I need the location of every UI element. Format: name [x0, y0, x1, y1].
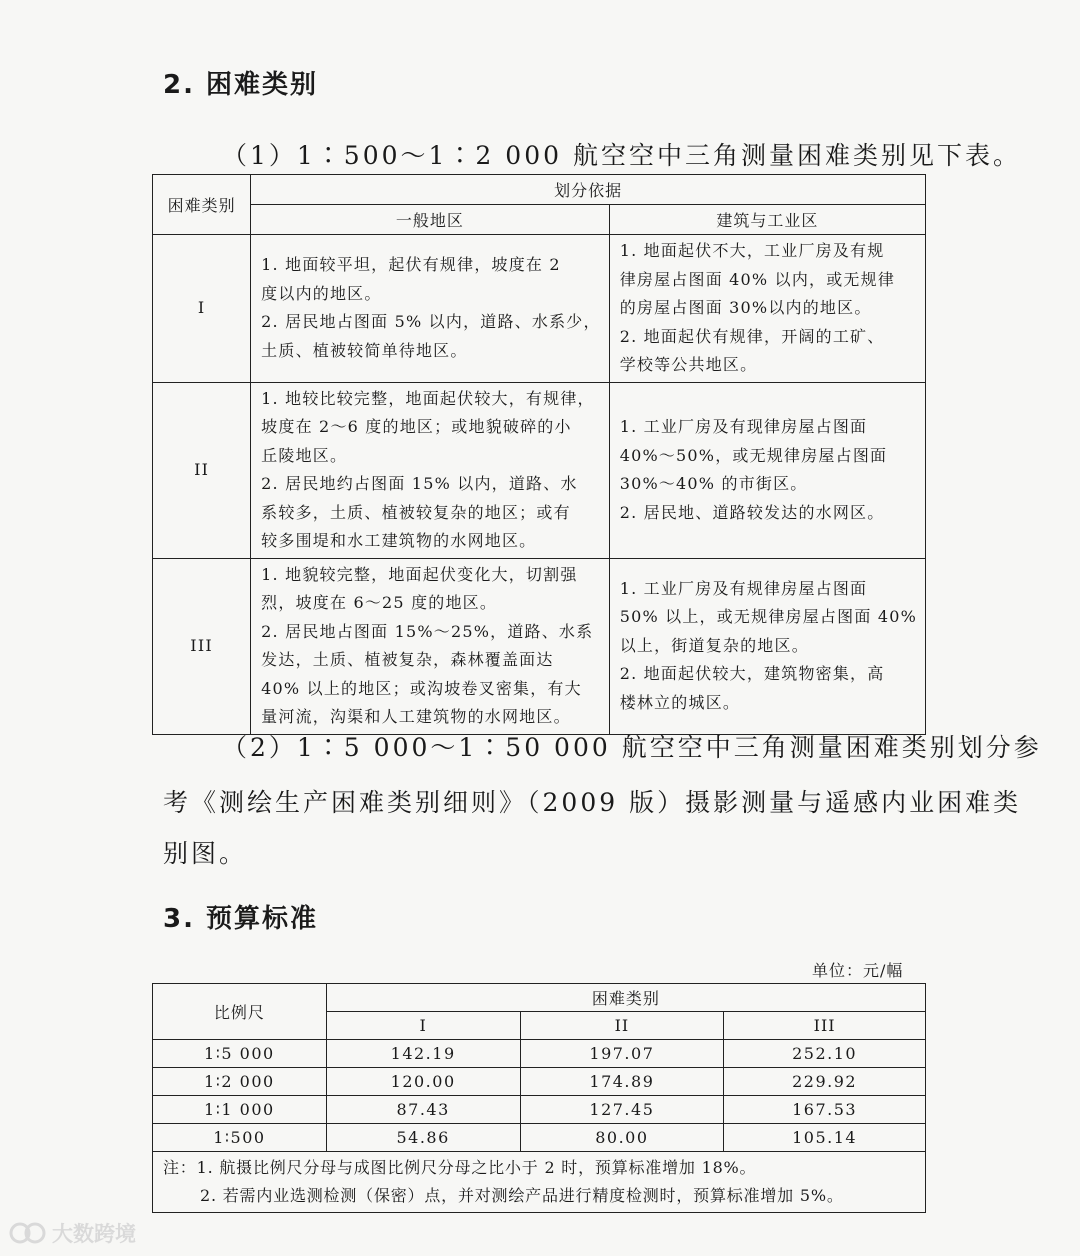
scale-cell: 1∶1 000: [153, 1096, 327, 1124]
value-cell: 229.92: [724, 1068, 926, 1096]
category-cell: III: [153, 558, 251, 734]
paragraph-2-line-2: 考《测绘生产困难类别细则》（2009 版）摄影测量与遥感内业困难类: [163, 788, 1022, 817]
watermark-logo-icon: [8, 1220, 48, 1246]
table-row: [153, 558, 926, 734]
general-cell: 1. 地面较平坦，起伏有规律，坡度在 2 度以内的地区。 2. 居民地占图面 5% 以内，道路、水系少， 土质、植被较简单待地区。: [251, 235, 610, 383]
paragraph-2-line-3: 别图。: [163, 839, 248, 868]
value-cell: 197.07: [520, 1040, 724, 1068]
table-note-row: [153, 1152, 926, 1213]
header-cat-1: I: [326, 1012, 520, 1040]
table-row: [153, 1068, 926, 1096]
note-line-2: 2. 若需内业选测检测（保密）点，并对测绘产品进行精度检测时，预算标准增加 5%。: [200, 1186, 844, 1205]
value-cell: 105.14: [724, 1124, 926, 1152]
section-heading-budget: 3. 预算标准: [163, 904, 319, 934]
scale-cell: 1∶500: [153, 1124, 327, 1152]
unit-label: 单位：元/幅: [812, 961, 904, 980]
header-cat-2: II: [520, 1012, 724, 1040]
header-scale: 比例尺: [153, 984, 327, 1040]
value-cell: 142.19: [326, 1040, 520, 1068]
table-note: [153, 1152, 926, 1213]
industrial-cell: 1. 工业厂房及有规律房屋占图面 50% 以上，或无规律房屋占图面 40% 以上，街道复杂的地区。 2. 地面起伏较大，建筑物密集，高 楼林立的城区。: [609, 558, 925, 734]
watermark: [8, 1218, 136, 1248]
table-row: [153, 235, 926, 383]
difficulty-table: [152, 174, 926, 735]
header-difficulty-category: 困难类别: [326, 984, 925, 1012]
value-cell: 127.45: [520, 1096, 724, 1124]
header-cat-3: III: [724, 1012, 926, 1040]
table-row: [153, 1124, 926, 1152]
header-basis: 划分依据: [251, 175, 926, 205]
table-row: [153, 382, 926, 558]
value-cell: 174.89: [520, 1068, 724, 1096]
table-row: [153, 1040, 926, 1068]
general-cell: 1. 地较比较完整，地面起伏较大，有规律， 坡度在 2～6 度的地区；或地貌破碎的小 丘陵地区。 2. 居民地约占图面 15% 以内，道路、水 系较多，土质、植被较复杂的地区；或有 较多围堤和水工建筑物的水网地区。: [251, 382, 610, 558]
value-cell: 120.00: [326, 1068, 520, 1096]
scale-cell: 1∶5 000: [153, 1040, 327, 1068]
general-cell: 1. 地貌较完整，地面起伏变化大，切割强 烈，坡度在 6～25 度的地区。 2. 居民地占图面 15%～25%，道路、水系 发达，土质、植被复杂，森林覆盖面达 40% 以上的地区；或沟坡卷叉密集，有大 量河流，沟渠和人工建筑物的水网地区。: [251, 558, 610, 734]
value-cell: 167.53: [724, 1096, 926, 1124]
budget-table: [152, 983, 926, 1213]
category-cell: I: [153, 235, 251, 383]
industrial-cell: 1. 工业厂房及有现律房屋占图面 40%～50%，或无规律房屋占图面 30%～40% 的市街区。 2. 居民地、道路较发达的水网区。: [609, 382, 925, 558]
value-cell: 87.43: [326, 1096, 520, 1124]
watermark-text: 大数跨境: [52, 1222, 136, 1246]
header-general-area: 一般地区: [251, 205, 610, 235]
header-category: 困难类别: [153, 175, 251, 235]
category-cell: II: [153, 382, 251, 558]
header-industrial-area: 建筑与工业区: [609, 205, 925, 235]
paragraph-2-line-1: （2）1∶5 000～1∶50 000 航空空中三角测量困难类别划分参: [222, 733, 1042, 762]
scale-cell: 1∶2 000: [153, 1068, 327, 1096]
paragraph-1: （1）1∶500～1∶2 000 航空空中三角测量困难类别见下表。: [222, 141, 1021, 170]
table-row: [153, 1096, 926, 1124]
note-line-1: 注：1. 航摄比例尺分母与成图比例尺分母之比小于 2 时，预算标准增加 18%。: [163, 1158, 757, 1177]
section-heading-difficulty: 2. 困难类别: [163, 70, 319, 100]
industrial-cell: 1. 地面起伏不大，工业厂房及有规 律房屋占图面 40% 以内，或无规律 的房屋占图面 30%以内的地区。 2. 地面起伏有规律，开阔的工矿、 学校等公共地区。: [609, 235, 925, 383]
value-cell: 80.00: [520, 1124, 724, 1152]
value-cell: 54.86: [326, 1124, 520, 1152]
value-cell: 252.10: [724, 1040, 926, 1068]
